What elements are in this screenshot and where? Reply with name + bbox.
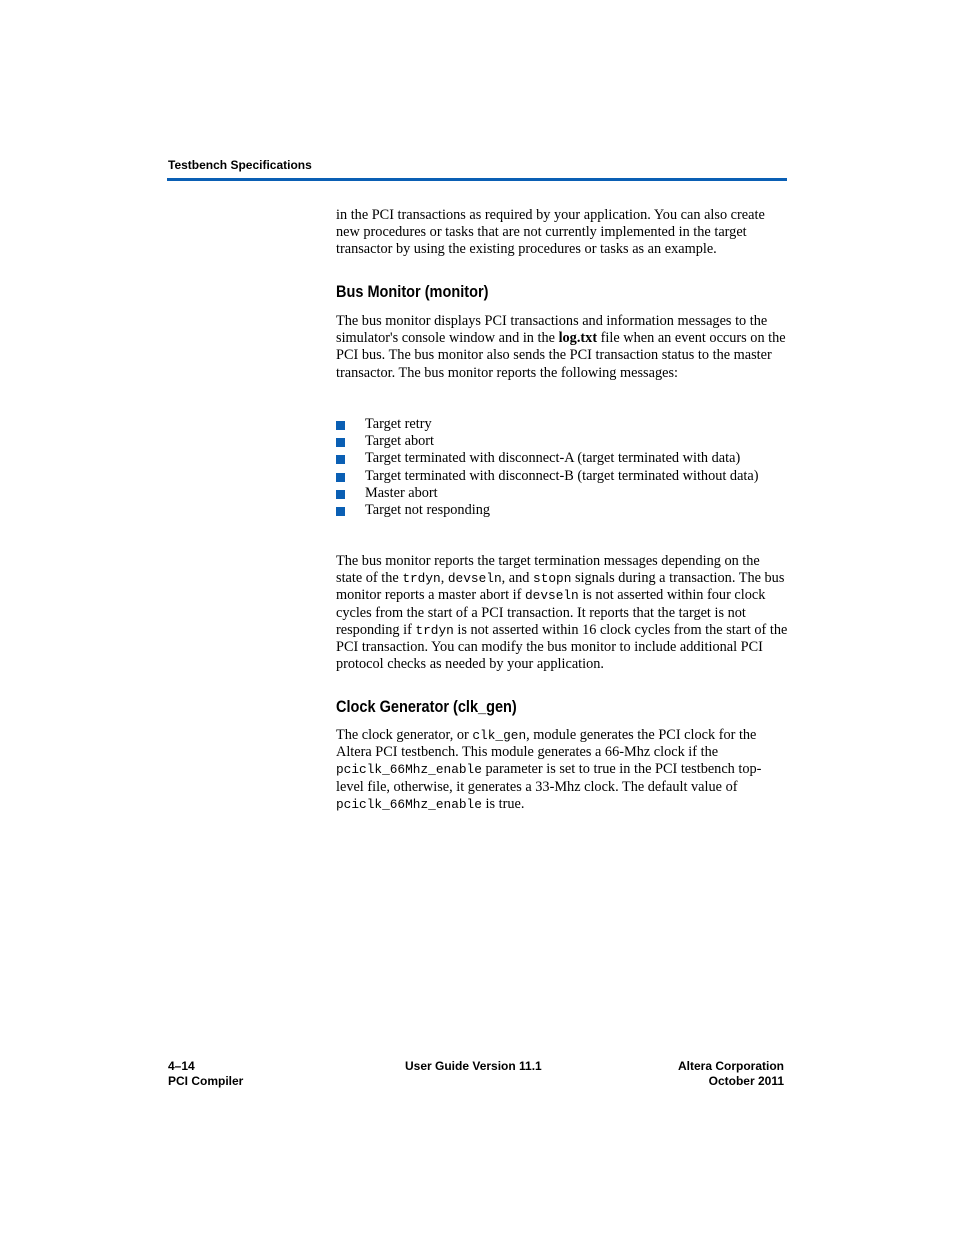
intro-paragraph — [336, 207, 788, 259]
guide-version: User Guide Version 11.1 — [405, 1059, 542, 1073]
module-clk-gen: clk_gen — [472, 728, 527, 743]
parameter-pciclk-66mhz-enable: pciclk_66Mhz_enable — [336, 762, 482, 778]
signal-trdyn: trdyn — [415, 622, 454, 638]
signal-stopn: stopn — [533, 571, 572, 587]
bus-monitor-paragraph-2: The bus monitor reports the target termination messages depending on the state of the trdyn, devseln, and stopn signals during a transaction. The bus monitor reports a master abort if devseln is not asserted within four clock cycles from the start of a PCI transaction. It reports that the target is not responding if trdyn is not asserted within 16 clock cycles from the start of the PCI transaction. You can modify the bus monitor to include additional PCI protocol checks as needed by your application. — [336, 553, 788, 673]
product-name: PCI Compiler — [168, 1074, 244, 1088]
footer-left — [168, 1059, 243, 1089]
intro-text: in the PCI transactions as required by your application. You can also create new procedures or tasks that are not currently implemented in the target transactor by using the existing procedures or tasks as an example. — [336, 207, 765, 258]
bus-monitor-paragraph-1: The bus monitor displays PCI transactions and information messages to the simulator's console window and in the log.txt file when an event occurs on the PCI bus. The bus monitor also sends the PCI transaction status to the master transactor. The bus monitor reports the following messages: — [336, 313, 786, 381]
company-name: Altera Corporation — [677, 1059, 784, 1073]
footer-right — [678, 1059, 784, 1089]
publication-date: October 2011 — [708, 1074, 784, 1088]
bullet-square-icon — [336, 473, 345, 482]
list-item: Target retry — [336, 416, 788, 433]
clock-generator-paragraph: The clock generator, or clk_gen, module generates the PCI clock for the Altera PCI testbench. This module generates a 66-Mhz clock if the pciclk_66Mhz_enable parameter is set to true in the PCI testbench top-level file, otherwise, it generates a 33-Mhz clock. The default value of pciclk_66Mhz_enable is true. — [336, 727, 762, 812]
list-item: Target abort — [336, 433, 788, 450]
signal-devseln: devseln — [447, 571, 502, 587]
bullet-square-icon — [336, 490, 345, 499]
list-item: Master abort — [336, 485, 788, 502]
running-header-title: Testbench Specifications — [168, 158, 312, 172]
list-item: Target terminated with disconnect-B (target terminated without data) — [336, 468, 788, 485]
header-rule — [167, 178, 787, 181]
page-number: 4–14 — [168, 1059, 195, 1073]
signal-devseln: devseln — [524, 588, 579, 604]
list-item: Target not responding — [336, 502, 788, 519]
bullet-square-icon — [336, 507, 345, 516]
signal-trdyn: trdyn — [402, 571, 441, 587]
bullet-square-icon — [336, 438, 345, 447]
log-file-name: log.txt — [558, 330, 598, 347]
message-list — [336, 416, 788, 519]
bus-monitor-heading: Bus Monitor (monitor) — [336, 283, 489, 301]
parameter-pciclk-66mhz-enable: pciclk_66Mhz_enable — [336, 796, 482, 812]
clock-generator-heading: Clock Generator (clk_gen) — [336, 698, 517, 716]
footer-center — [405, 1059, 542, 1074]
bullet-square-icon — [336, 455, 345, 464]
list-item: Target terminated with disconnect-A (target terminated with data) — [336, 450, 788, 467]
bullet-square-icon — [336, 421, 345, 430]
